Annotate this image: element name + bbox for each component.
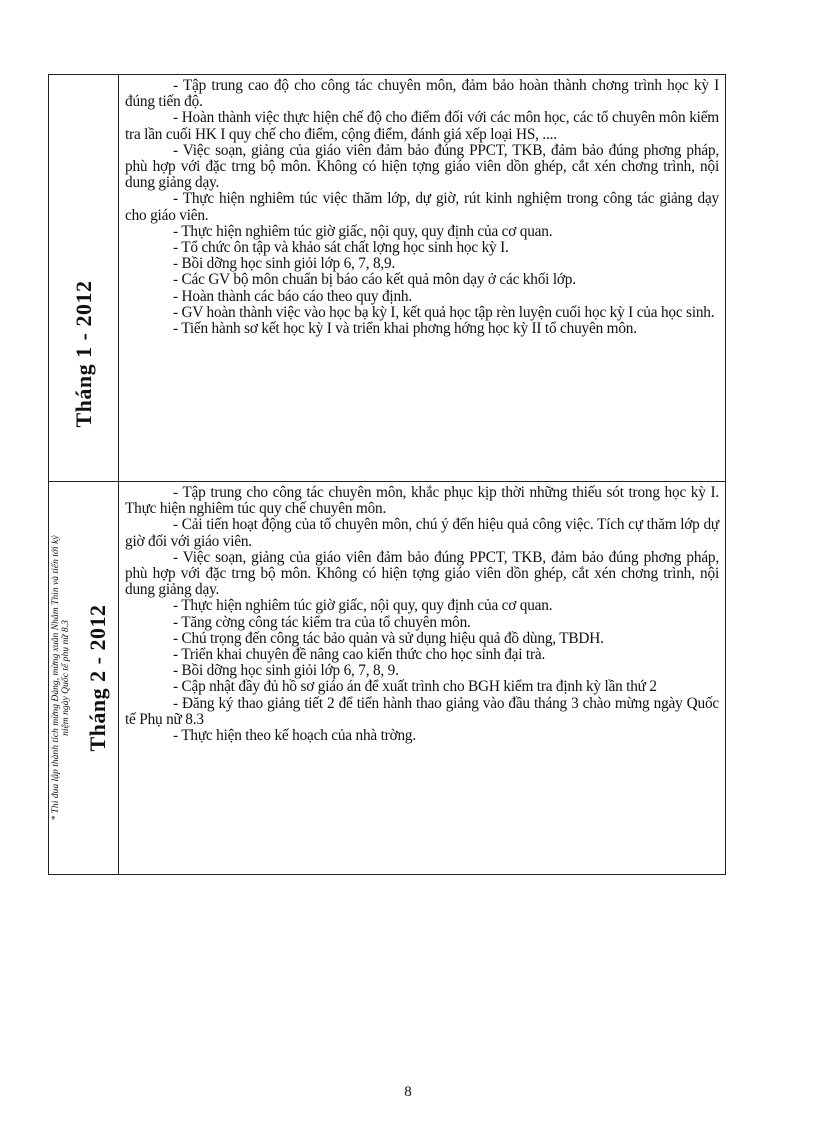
month-title: Tháng 1 - 2012 <box>71 280 96 428</box>
month-row-january <box>49 75 725 482</box>
task-item: - Thực hiện nghiêm túc việc thăm lớp, dự giờ, rút kinh nghiệm trong công tác giảng dạy cho giáo viên. <box>125 190 719 224</box>
task-item: - Thực hiện theo kế hoạch của nhà trờng. <box>173 727 416 745</box>
month-content-cell <box>119 75 725 481</box>
task-item: - Tăng cờng công tác kiểm tra của tổ chuyên môn. <box>173 613 471 631</box>
task-item: - Thực hiện nghiêm túc giờ giấc, nội quy, quy định của cơ quan. <box>173 222 553 240</box>
month-title: Tháng 2 - 2012 <box>85 604 110 752</box>
task-item: - Hoàn thành các báo cáo theo quy định. <box>173 287 412 305</box>
task-item: - Tổ chức ôn tập và khảo sát chất lợng học sinh học kỳ I. <box>173 239 509 257</box>
side-note-line: * Thi đua lập thành tích mừng Đảng, mừng xuân Nhâm Thìn và tiến tới kỷ <box>50 535 61 821</box>
task-item: - Cập nhật đầy đủ hồ sơ giáo án để xuất trình cho BGH kiểm tra định kỳ lần thứ 2 <box>173 678 657 696</box>
task-item: - Bồi dỡng học sinh giỏi lớp 6, 7, 8,9. <box>173 255 396 273</box>
month-row-february <box>49 482 725 874</box>
task-item: - Bồi dỡng học sinh giỏi lớp 6, 7, 8, 9. <box>173 662 399 680</box>
task-item: - GV hoàn thành việc vào học bạ kỳ I, kết quả học tập rèn luyện cuối học kỳ I của học sinh. <box>173 303 715 321</box>
task-item: - Việc soạn, giảng của giáo viên đảm bảo đúng PPCT, TKB, đảm bảo đúng phơng pháp, phù hợp với đặc trng bộ môn. Không có hiện tợng giáo viên dồn ghép, cắt xén chơng trình, nội dung giảng dạy. <box>125 548 719 599</box>
month-label-cell <box>49 482 119 874</box>
task-item: - Chú trọng đến công tác bảo quản và sử dụng hiệu quả đồ dùng, TBDH. <box>173 629 604 647</box>
month-content-cell <box>119 482 725 874</box>
task-item: - Tập trung cao độ cho công tác chuyên môn, đảm bảo hoàn thành chơng trình học kỳ I đúng tiến độ. <box>125 77 719 111</box>
task-item: - Thực hiện nghiêm túc giờ giấc, nội quy, quy định của cơ quan. <box>173 597 553 615</box>
task-item: - Tập trung cho công tác chuyên môn, khắc phục kịp thời những thiếu sót trong học kỳ I. Thực hiện nghiêm túc quy chế chuyên môn. <box>125 484 719 518</box>
task-item: - Đăng ký thao giảng tiết 2 để tiến hành thao giảng vào đầu tháng 3 chào mừng ngày Quốc tế Phụ nữ 8.3 <box>125 694 719 728</box>
task-item: - Việc soạn, giảng của giáo viên đảm bảo đúng PPCT, TKB, đảm bảo đúng phơng pháp, phù hợp với đặc trng bộ môn. Không có hiện tợng giáo viên dồn ghép, cắt xén chơng trình, nội dung giảng dạy. <box>125 141 719 192</box>
task-item: - Triển khai chuyên đề nâng cao kiến thức cho học sinh đại trà. <box>173 646 546 664</box>
month-label-cell <box>49 75 119 481</box>
side-note-line: niệm ngày Quốc tế phụ nữ 8.3 <box>60 620 71 736</box>
task-item: - Cải tiến hoạt động của tổ chuyên môn, chú ý đến hiệu quả công việc. Tích cự thăm lớp dự giờ đối với giáo viên. <box>125 516 719 550</box>
page-number: 8 <box>404 1084 412 1100</box>
side-note <box>51 535 71 820</box>
task-item: - Tiến hành sơ kết học kỳ I và triển khai phơng hớng học kỳ II tổ chuyên môn. <box>173 320 637 338</box>
task-item: - Các GV bộ môn chuẩn bị báo cáo kết quả môn dạy ở các khối lớp. <box>173 271 576 289</box>
plan-table <box>48 74 726 875</box>
task-item: - Hoàn thành việc thực hiện chế độ cho điểm đối với các môn học, các tổ chuyên môn kiểm tra lần cuối HK I quy chế cho điểm, cộng điểm, đánh giá xếp loại HS, .... <box>125 109 719 143</box>
